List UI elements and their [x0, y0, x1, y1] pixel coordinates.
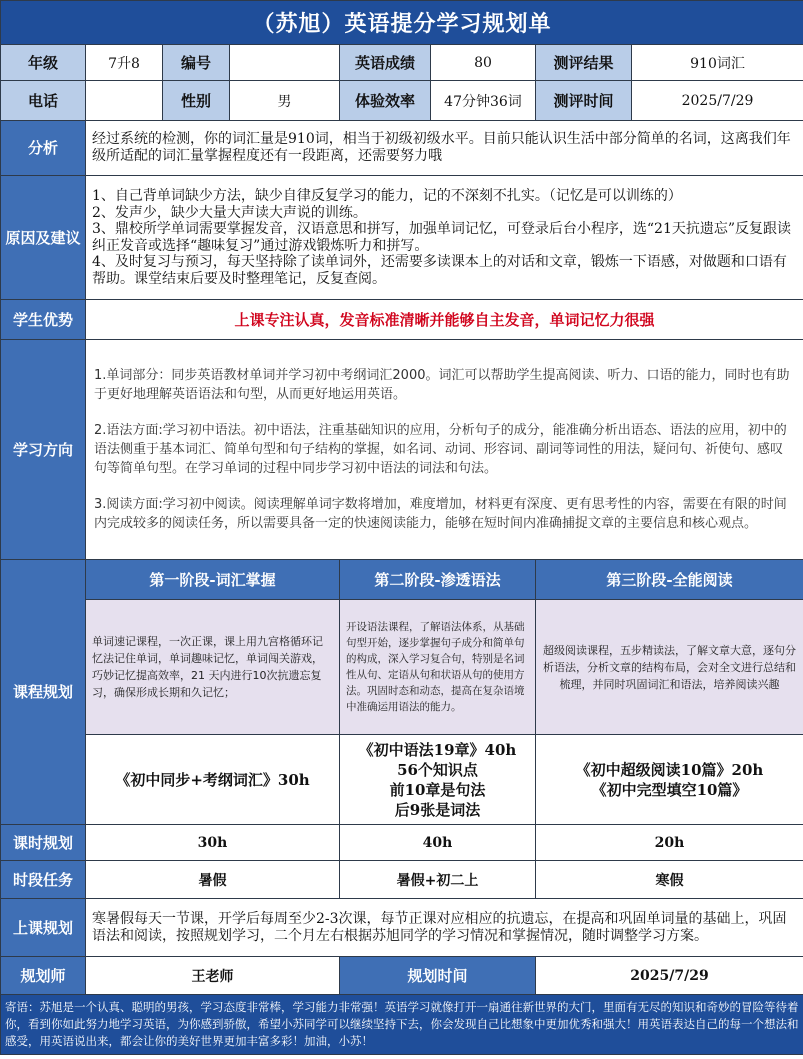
- hours-stage-3: 20h: [536, 825, 803, 861]
- analysis-text: 经过系统的检测，你的词汇量是910词，相当于初级初级水平。目前只能认识生活中部分简单的名词，这离我们年级所适配的词汇量掌握程度还有一段距离，还需要努力哦: [86, 121, 803, 176]
- result-label: 测评结果: [536, 45, 632, 81]
- stage-3-books: [536, 735, 803, 825]
- gender-value: 男: [230, 81, 340, 121]
- stage-1-title: 第一阶段-词汇掌握: [86, 560, 340, 600]
- stage-3-title: 第三阶段-全能阅读: [536, 560, 803, 600]
- number-value: [230, 45, 340, 81]
- plan-time-label: 规划时间: [340, 957, 536, 995]
- page-title: （苏旭）英语提分学习规划单: [1, 1, 803, 45]
- phone-label: 电话: [1, 81, 86, 121]
- direction-paragraph: 1.单词部分：同步英语教材单词并学习初中考纲词汇2000。词汇可以帮助学生提高阅读、听力、口语的能力，同时也有助于更好地理解英语语法和句型，从而更好地运用英语。: [94, 368, 790, 402]
- book-item: 前10章是句法: [389, 780, 486, 799]
- hours-stage-1: 30h: [86, 825, 340, 861]
- period-stage-2: 暑假+初二上: [340, 861, 536, 899]
- footer-message: 寄语：苏旭是一个认真、聪明的男孩，学习态度非常棒，学习能力非常强！英语学习就像打开一扇通往新世界的大门，里面有无尽的知识和奇妙的冒险等待着你，看到你如此努力地学习英语，为你感到骄傲，希望小苏同学可以继续坚持下去，你会发现自己比想象中更加优秀和强大！用英语表达自己的每一个想法和感受，用英语说出来，都会让你的美好世界更加丰富多彩！加油，小苏！: [1, 995, 803, 1055]
- strengths-label: 学生优势: [1, 300, 86, 340]
- book-item: 后9张是词法: [394, 800, 481, 819]
- period-stage-3: 寒假: [536, 861, 803, 899]
- book-item: 《初中同步+考纲词汇》30h: [115, 770, 310, 789]
- direction-label: 学习方向: [1, 340, 86, 560]
- direction-paragraph: 3.阅读方面:学习初中阅读。阅读理解单词字数将增加，难度增加，材料更有深度、更有思考性的内容，需要在有限的时间内完成较多的阅读任务，所以需要具备一定的快速阅读能力，能够在短时间内准确捕捉文章的主要信息和核心观点。: [94, 497, 787, 531]
- reason-item: 1、自己背单词缺少方法，缺少自律反复学习的能力，记的不深刻不扎实。（记忆是可以训练的）: [92, 188, 682, 204]
- number-label: 编号: [163, 45, 230, 81]
- course-label: 课程规划: [1, 560, 86, 825]
- efficiency-value: 47分钟36词: [431, 81, 536, 121]
- book-item: 《初中超级阅读10篇》20h: [575, 760, 764, 779]
- score-value: 80: [431, 45, 536, 81]
- period-stage-1: 暑假: [86, 861, 340, 899]
- reasons-text: [86, 176, 803, 300]
- stage-3-desc: 超级阅读课程，五步精读法，了解文章大意，逐句分析语法，分析文章的结构布局，会对全文进行总结和梳理，并同时巩固词汇和语法，培养阅读兴趣: [536, 600, 803, 735]
- planner-label: 规划师: [1, 957, 86, 995]
- planner-name: 王老师: [86, 957, 340, 995]
- direction-text: [86, 340, 803, 560]
- grade-label: 年级: [1, 45, 86, 81]
- grade-value: 7升8: [86, 45, 163, 81]
- result-value: 910词汇: [632, 45, 803, 81]
- stage-1-desc: 单词速记课程，一次正课，课上用九宫格循环记忆法记住单词，单词趣味记忆，单词闯关游戏，巧妙记忆提高效率，21 天内进行10次抗遗忘复习，确保形成长期和久记忆；: [86, 600, 340, 735]
- reason-item: 2、发声少，缺少大量大声读大声说的训练。: [92, 204, 367, 221]
- strengths-text: 上课专注认真，发音标准清晰并能够自主发音，单词记忆力很强: [86, 300, 803, 340]
- book-item: 《初中语法19章》40h: [358, 740, 517, 759]
- hours-stage-2: 40h: [340, 825, 536, 861]
- plan-time-value: 2025/7/29: [536, 957, 803, 995]
- stage-2-title: 第二阶段-渗透语法: [340, 560, 536, 600]
- test-time-value: 2025/7/29: [632, 81, 803, 121]
- phone-value: [86, 81, 163, 121]
- efficiency-label: 体验效率: [340, 81, 431, 121]
- book-item: 《初中完型填空10篇》: [591, 780, 748, 799]
- stage-2-desc: 开设语法课程，了解语法体系，从基础句型开始，逐步掌握句子成分和简单句的构成，深入学习复合句，特别是名词性从句、定语从句和状语从句的使用方法。巩固时态和动态，提高在复杂语境中准确运用语法的能力。: [340, 600, 536, 735]
- reason-item: 3、鼎校所学单词需要掌握发音，汉语意思和拼写，加强单词记忆，可登录后台小程序，选“21天抗遗忘”反复跟读纠正发音或选择“趣味复习”通过游戏锻炼听力和拼写。: [92, 221, 792, 254]
- gender-label: 性别: [163, 81, 230, 121]
- periods-label: 时段任务: [1, 861, 86, 899]
- analysis-label: 分析: [1, 121, 86, 176]
- direction-paragraph: 2.语法方面:学习初中语法。初中语法，注重基础知识的应用，分析句子的成分，能准确分析出语态、语法的应用，初中的语法侧重于基本词汇、简单句型和句子结构的掌握，如名词、动词、形容词、副词等词性的用法，疑问句、祈使句、感叹句等简单句型。在学习单词的过程中同步学习初中语法的词法和句法。: [94, 423, 787, 476]
- test-time-label: 测评时间: [536, 81, 632, 121]
- reasons-label: 原因及建议: [1, 176, 86, 300]
- score-label: 英语成绩: [340, 45, 431, 81]
- book-item: 56个知识点: [397, 760, 478, 779]
- schedule-text: 寒暑假每天一节课，开学后每周至少2-3次课，每节正课对应相应的抗遗忘，在提高和巩固单词量的基础上，巩固语法和阅读，按照规划学习，二个月左右根据苏旭同学的学习情况和掌握情况，随时调整学习方案。: [86, 899, 803, 957]
- stage-1-books: [86, 735, 340, 825]
- stage-2-books: [340, 735, 536, 825]
- reason-item: 4、及时复习与预习，每天坚持除了读单词外，还需要多读课本上的对话和文章，锻炼一下语感，对做题和口语有帮助。课堂结束后要及时整理笔记，反复查阅。: [92, 254, 787, 287]
- schedule-label: 上课规划: [1, 899, 86, 957]
- hours-label: 课时规划: [1, 825, 86, 861]
